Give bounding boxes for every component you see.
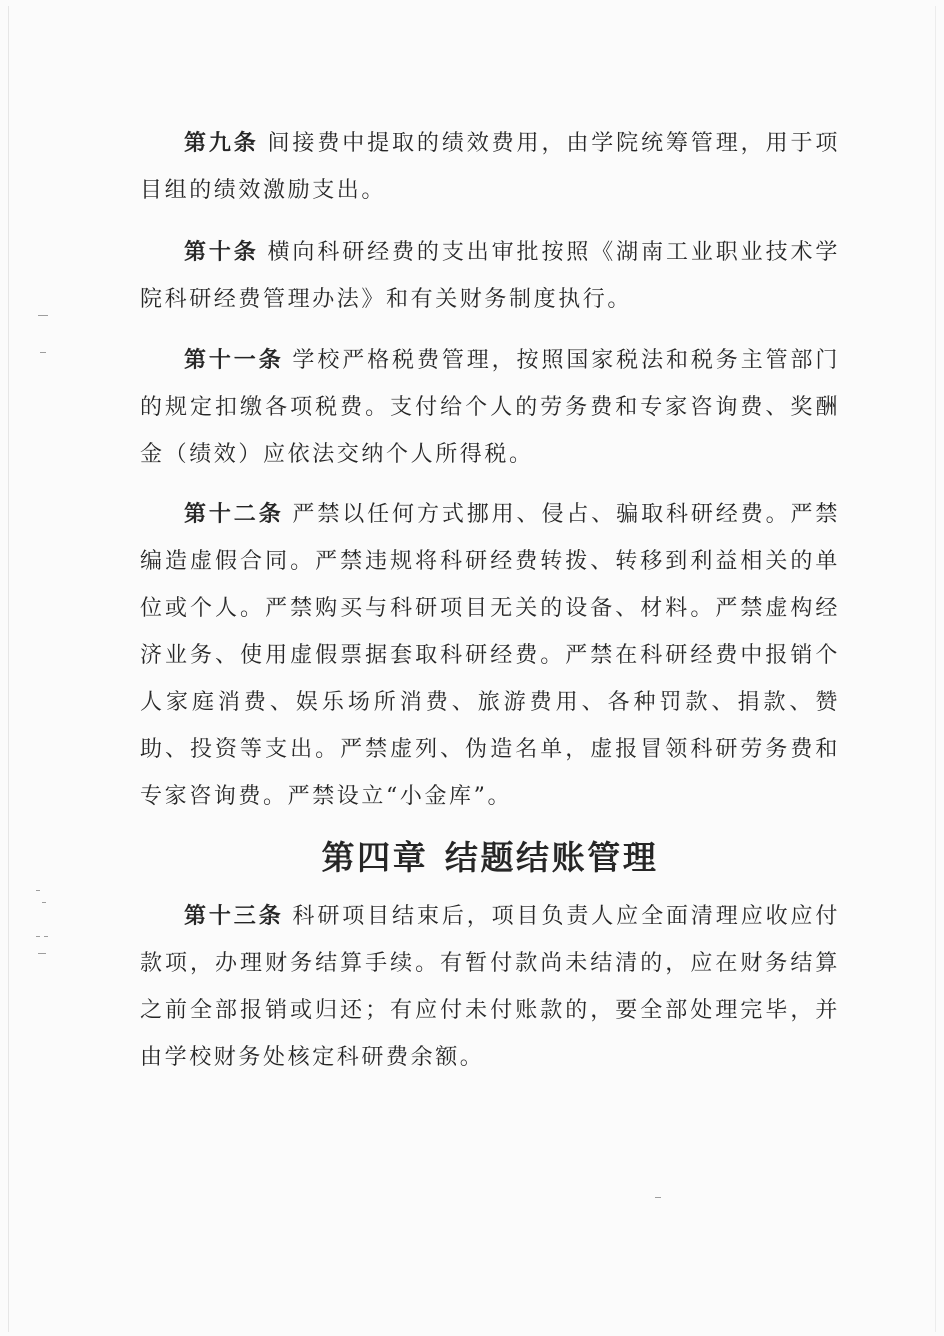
article-label: 第十二条	[184, 501, 284, 527]
margin-mark	[42, 902, 46, 903]
margin-mark	[655, 1197, 661, 1198]
article-text: 科研项目结束后，项目负责人应全面清理应收应付款项，办理财务结算手续。有暂付款尚未结清的，应在财务结算之前全部报销或归还；有应付未付账款的，要全部处理完毕，并由学校财务处核定科研费余额。	[140, 904, 841, 1070]
article-text: 严禁以任何方式挪用、侵占、骗取科研经费。严禁编造虚假合同。严禁违规将科研经费转拨、转移到利益相关的单位或个人。严禁购买与科研项目无关的设备、材料。严禁虚构经济业务、使用虚假票据套取科研经费。严禁在科研经费中报销个人家庭消费、娱乐场所消费、旅游费用、各种罚款、捐款、赞助、投资等支出。严禁虚列、伪造名单，虚报冒领科研劳务费和专家咨询费。严禁设立“小金库”。	[140, 502, 841, 809]
margin-mark	[36, 890, 40, 891]
article-text: 间接费中提取的绩效费用，由学院统筹管理，用于项目组的绩效激励支出。	[140, 131, 840, 203]
article-label: 第十条	[184, 239, 259, 265]
article-label: 第十一条	[184, 347, 284, 373]
margin-mark	[38, 315, 48, 316]
chapter-title: 结题结账管理	[444, 838, 659, 877]
article-9	[140, 120, 840, 214]
article-label: 第十三条	[184, 903, 284, 929]
article-label: 第九条	[184, 130, 259, 156]
margin-mark	[36, 936, 40, 937]
chapter-number: 第四章	[321, 838, 429, 877]
article-12	[140, 491, 840, 820]
margin-mark	[40, 352, 46, 353]
document-body	[140, 120, 840, 1081]
article-10	[140, 229, 840, 323]
article-text: 横向科研经费的支出审批按照《湖南工业职业技术学院科研经费管理办法》和有关财务制度执行。	[140, 240, 840, 312]
article-13	[140, 893, 840, 1081]
article-text: 学校严格税费管理，按照国家税法和税务主管部门的规定扣缴各项税费。支付给个人的劳务费和专家咨询费、奖酬金（绩效）应依法交纳个人所得税。	[140, 348, 841, 467]
chapter-heading	[140, 834, 840, 881]
margin-mark	[44, 936, 48, 937]
margin-mark	[38, 953, 46, 954]
article-11	[140, 337, 840, 478]
